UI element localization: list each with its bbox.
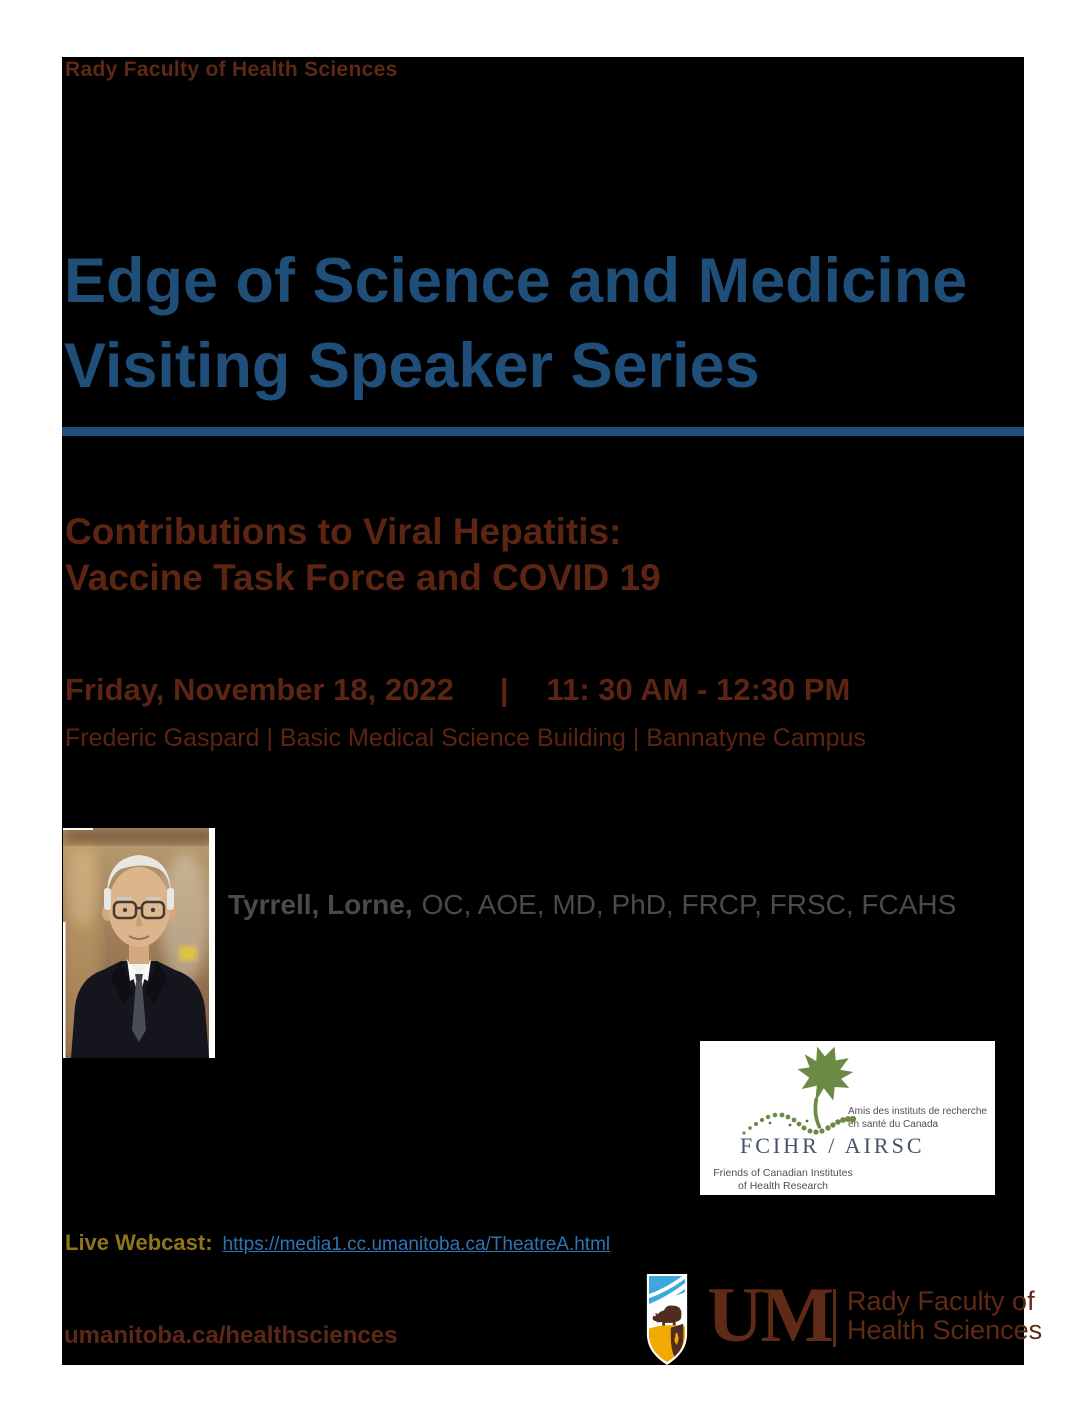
- fcihr-english-text: Friends of Canadian Institutes of Health Research: [713, 1167, 853, 1192]
- speaker-photo: [63, 828, 215, 1058]
- faculty-kicker: Rady Faculty of Health Sciences: [65, 58, 398, 81]
- um-logo: [645, 1271, 1043, 1365]
- footer-url: umanitoba.ca/healthsciences: [64, 1322, 398, 1349]
- um-logo-divider: [833, 1289, 836, 1347]
- event-datetime: [65, 672, 850, 708]
- webcast-label: Live Webcast:: [65, 1230, 213, 1255]
- um-faculty-name: Rady Faculty of Health Sciences: [847, 1286, 1043, 1345]
- series-title-line-2: Visiting Speaker Series: [64, 331, 760, 401]
- webcast-link[interactable]: https://media1.cc.umanitoba.ca/TheatreA.html: [222, 1234, 611, 1255]
- speaker-name: Tyrrell, Lorne,: [228, 889, 413, 920]
- poster-background: [62, 57, 1043, 1365]
- event-time: 11: 30 AM - 12:30 PM: [546, 672, 851, 707]
- talk-title-line-1: Contributions to Viral Hepatitis:: [65, 511, 622, 552]
- series-title: [64, 239, 967, 409]
- speaker-line: [228, 889, 956, 921]
- title-underline: [62, 427, 1024, 436]
- event-location: Frederic Gaspard | Basic Medical Science Building | Bannatyne Campus: [65, 724, 866, 752]
- event-separator: |: [499, 672, 509, 707]
- speaker-credentials: OC, AOE, MD, PhD, FRCP, FRSC, FCAHS: [421, 889, 957, 920]
- um-bison-shield-icon: [645, 1273, 689, 1365]
- leaf-trail-dots: [742, 1113, 856, 1135]
- fcihr-acronym: FCIHR / AIRSC: [740, 1133, 925, 1158]
- talk-title-line-2: Vaccine Task Force and COVID 19: [65, 557, 661, 598]
- event-date: Friday, November 18, 2022: [65, 672, 454, 707]
- um-wordmark: UM: [707, 1271, 831, 1358]
- series-title-line-1: Edge of Science and Medicine: [64, 246, 968, 316]
- fcihr-logo: [700, 1041, 995, 1195]
- webcast-line: [65, 1230, 610, 1256]
- speaker-portrait-image: [63, 828, 215, 1058]
- fcihr-french-text: Amis des instituts de recherche en santé du Canada: [848, 1106, 987, 1130]
- talk-title: [65, 509, 661, 601]
